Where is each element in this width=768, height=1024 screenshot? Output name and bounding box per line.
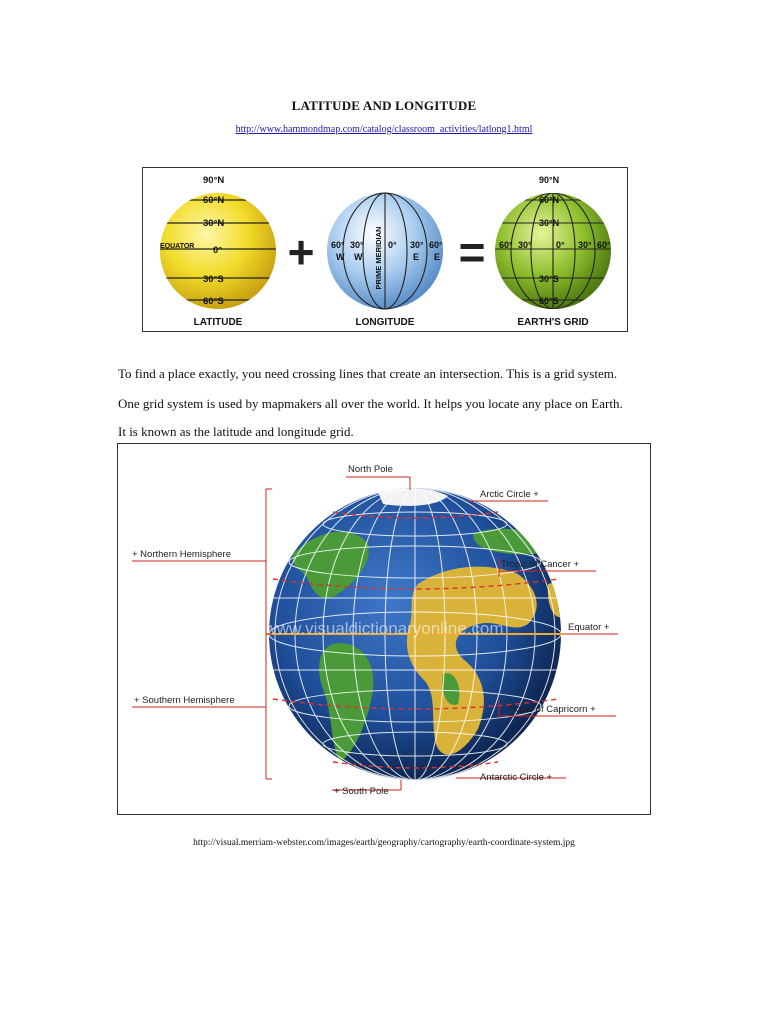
grid-mark-30e: 30° [578, 240, 592, 250]
grid-mark-30n: 30°N [539, 218, 560, 228]
latitude-globe [153, 175, 283, 328]
grid-mark-30s: 30°S [539, 274, 559, 284]
lat-mark-30s: 30°S [203, 274, 224, 285]
lon-mark-60e: 60° [429, 240, 443, 250]
label-south-pole: + South Pole [334, 786, 389, 797]
earths-grid-caption: EARTH'S GRID [517, 317, 589, 328]
lon-mark-30w: 30° [350, 240, 364, 250]
lat-mark-90n: 90°N [203, 175, 225, 186]
source-link-bottom[interactable]: http://visual.merriam-webster.com/images/earth/geography/cartography/earth-coordinate-system.jpg [193, 838, 575, 848]
lon-mark-e2: E [434, 252, 441, 262]
grid-mark-90n: 90°N [539, 175, 560, 185]
grid-mark-0: 0° [556, 240, 565, 250]
lon-mark-60w: 60° [331, 240, 345, 250]
lat-mark-60s: 60°S [203, 296, 224, 307]
figure-earth-coordinate-system [117, 443, 651, 815]
grid-mark-60e: 60° [597, 240, 611, 250]
latitude-caption: LATITUDE [193, 317, 243, 328]
label-tropic-of-capricorn: Tropic of Capricorn + [507, 704, 596, 715]
label-tropic-of-cancer: Tropic of Cancer + [501, 559, 580, 570]
equals-operator: = [458, 226, 486, 278]
paragraph-line-2: One grid system is used by mapmakers all over the world. It helps you locate any place on Earth. [118, 396, 623, 411]
figure-lat-long-grid [142, 167, 628, 332]
document-title: LATITUDE AND LONGITUDE [291, 98, 477, 113]
grid-mark-60s: 60°S [539, 296, 559, 306]
paragraph-line-1: To find a place exactly, you need crossing lines that create an intersection. This is a grid system. [118, 366, 618, 381]
label-southern-hemisphere: + Southern Hemisphere [134, 695, 235, 706]
label-arctic-circle: Arctic Circle + [480, 489, 539, 500]
label-equator: Equator + [568, 622, 610, 633]
lon-mark-e: E [413, 252, 420, 262]
earths-grid-globe [488, 175, 618, 328]
label-antarctic-circle: Antarctic Circle + [480, 772, 553, 783]
lat-mark-0: 0° [213, 245, 223, 256]
plus-operator: + [287, 226, 315, 278]
lat-mark-30n: 30°N [203, 218, 225, 229]
grid-mark-60w: 60° [499, 240, 513, 250]
grid-mark-60n: 60°N [539, 195, 560, 205]
watermark: www.visualdictionaryonline.com [264, 619, 504, 638]
longitude-caption: LONGITUDE [355, 317, 415, 328]
prime-meridian-label: PRIME MERIDIAN [374, 226, 383, 290]
lon-mark-0: 0° [388, 240, 397, 250]
lat-mark-60n: 60°N [203, 195, 225, 206]
longitude-globe [327, 193, 443, 328]
paragraph-line-3: It is known as the latitude and longitude grid. [118, 424, 354, 439]
label-north-pole: North Pole [348, 464, 393, 475]
lon-mark-w: W [336, 252, 345, 262]
lat-long-diagram [143, 168, 627, 331]
lon-mark-30e: 30° [410, 240, 424, 250]
source-link-top[interactable]: http://www.hammondmap.com/catalog/classroom_activities/latlong1.html [235, 124, 533, 135]
equator-small-label: EQUATOR [160, 243, 195, 250]
grid-mark-30w: 30° [518, 240, 532, 250]
lon-mark-w2: W [354, 252, 363, 262]
earth-coordinate-diagram [118, 444, 650, 814]
label-northern-hemisphere: + Northern Hemisphere [132, 549, 232, 560]
